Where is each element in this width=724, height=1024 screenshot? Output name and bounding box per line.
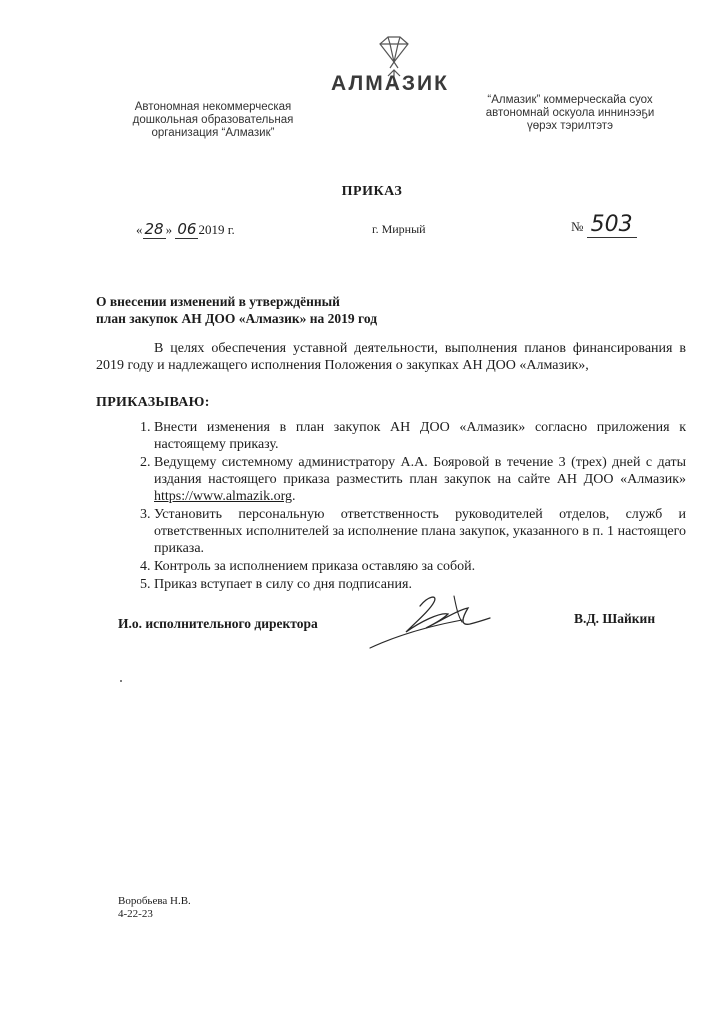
- signer-position: И.о. исполнительного директора: [118, 616, 318, 631]
- order-subject: [96, 293, 377, 327]
- org-left-line: дошкольная образовательная: [132, 114, 294, 126]
- author-name: Воробьева Н.В.: [118, 895, 191, 907]
- item-text: Приказ вступает в силу со дня подписания.: [154, 577, 412, 592]
- date-quote-close: »: [165, 222, 173, 237]
- item-text: Установить персональную ответственность руководителей отделов, служб и ответственных исполнителей за исполнение плана закупок, указанного в п. 1 настоящего приказа.: [154, 507, 686, 556]
- website-link[interactable]: https://www.almazik.org: [154, 489, 293, 504]
- number-value: 503: [587, 212, 637, 238]
- signer-name: В.Д. Шайкин: [574, 611, 656, 626]
- item-tail: .: [292, 489, 296, 504]
- city: г. Мирный: [372, 222, 426, 236]
- item-text: Внести изменения в план закупок АН ДОО «Алмазик» согласно приложения к настоящему приказу.: [154, 420, 686, 452]
- logo-text: АЛМАЗИК: [331, 72, 449, 95]
- date-year: 2019 г.: [198, 222, 235, 237]
- item-text: Ведущему системному администратору А.А. Бояровой в течение 3 (трех) дней с даты издания настоящего приказа разместить план закупок на сайте АН ДОО «Алмазик»: [154, 455, 686, 487]
- org-left-line: Автономная некоммерческая: [134, 101, 292, 113]
- scan-speck: [120, 680, 122, 682]
- date-day: 28: [144, 220, 164, 238]
- order-items: [114, 419, 686, 594]
- list-item: [154, 419, 686, 453]
- subject-line: О внесении изменений в утверждённый: [96, 294, 340, 309]
- order-number: [571, 212, 637, 237]
- org-name-left: [118, 101, 308, 140]
- handwritten-signature: [350, 588, 500, 656]
- logo: [318, 32, 468, 102]
- org-right-line: “Алмазик” коммерческайа суох: [487, 94, 653, 106]
- date-quote-open: «: [136, 222, 143, 237]
- list-item: [154, 558, 686, 575]
- author-phone: 4-22-23: [118, 908, 153, 920]
- order-word: ПРИКАЗЫВАЮ:: [96, 395, 210, 410]
- org-left-line: организация “Алмазик”: [151, 127, 275, 139]
- number-prefix: №: [571, 219, 584, 234]
- org-right-line: автономнай оскуола иннинээҕи: [485, 107, 655, 119]
- list-item: [154, 506, 686, 557]
- item-text: Контроль за исполнением приказа оставляю за собой.: [154, 559, 476, 574]
- date-month: 06: [177, 220, 197, 238]
- subject-line: план закупок АН ДОО «Алмазик» на 2019 год: [96, 311, 378, 326]
- document-title: ПРИКАЗ: [341, 184, 403, 199]
- order-date: [136, 220, 235, 238]
- org-name-right: [470, 94, 670, 133]
- list-item: [154, 454, 686, 505]
- intro-paragraph: В целях обеспечения уставной деятельности, выполнения планов финансирования в 2019 году и надлежащего исполнения Положения о закупках АН ДОО «Алмазик»,: [96, 341, 686, 373]
- org-right-line: үөрэх тэрилтэтэ: [527, 120, 613, 132]
- footer-contact: [118, 895, 191, 921]
